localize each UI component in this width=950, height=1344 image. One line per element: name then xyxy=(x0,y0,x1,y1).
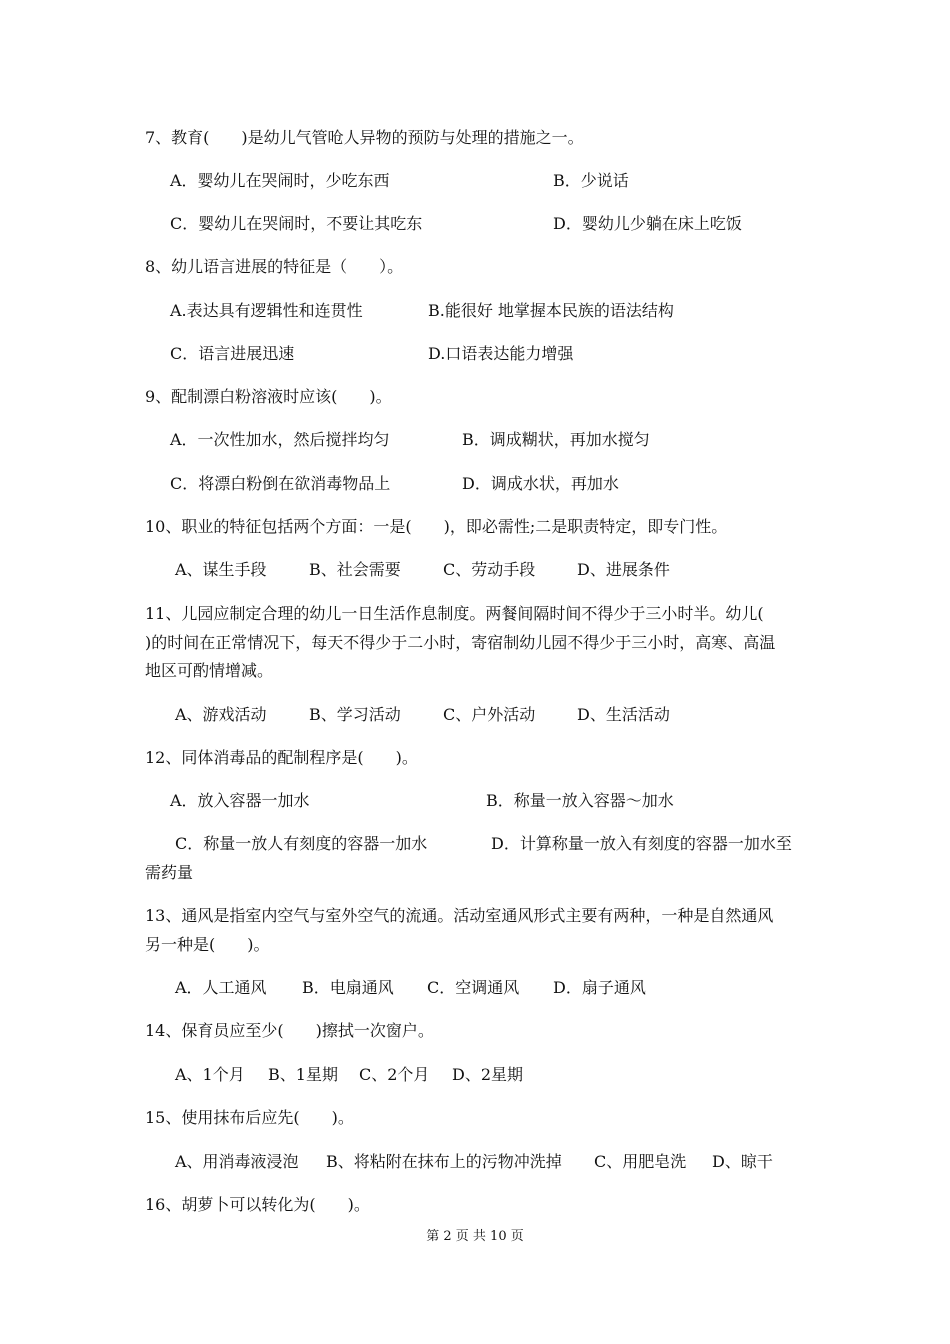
q14-option-d: D、2星期 xyxy=(452,1065,524,1084)
q10-option-c: C、劳动手段 xyxy=(443,560,536,579)
question-9-stem: 9、配制漂白粉溶液时应该( )。 xyxy=(145,387,392,406)
q9-option-b: B．调成糊状，再加水搅匀 xyxy=(462,430,650,449)
question-13-stem-line-1: 13、通风是指室内空气与室外空气的流通。活动室通风形式主要有两种，一种是自然通风 xyxy=(145,906,774,925)
question-8-stem: 8、幼儿语言进展的特征是（ ）。 xyxy=(145,257,404,276)
q14-option-b: B、1星期 xyxy=(268,1065,338,1084)
question-7-stem: 7、教育( )是幼儿气管呛人异物的预防与处理的措施之一。 xyxy=(145,128,584,147)
question-16-stem: 16、胡萝卜可以转化为( )。 xyxy=(145,1195,370,1214)
q7-option-c: C．婴幼儿在哭闹时，不要让其吃东 xyxy=(170,214,423,233)
q7-option-a: A．婴幼儿在哭闹时，少吃东西 xyxy=(170,171,390,190)
q12-option-d-continuation: 需药量 xyxy=(145,863,194,882)
q10-option-a: A、谋生手段 xyxy=(175,560,267,579)
question-13-stem-line-2: 另一种是( )。 xyxy=(145,935,270,954)
q13-option-b: B．电扇通风 xyxy=(302,978,394,997)
q14-option-a: A、1个月 xyxy=(175,1065,245,1084)
question-11-stem-line-1: 11、儿园应制定合理的幼儿一日生活作息制度。两餐间隔时间不得少于三小时半。幼儿( xyxy=(145,604,764,623)
question-11-stem-line-3: 地区可酌情增减。 xyxy=(145,661,274,680)
q13-option-a: A．人工通风 xyxy=(175,978,267,997)
q12-option-c: C．称量一放人有刻度的容器一加水 xyxy=(175,834,428,853)
q12-option-d: D．计算称量一放入有刻度的容器一加水至 xyxy=(491,834,792,853)
q15-option-b: B、将粘附在抹布上的污物冲洗掉 xyxy=(326,1152,562,1171)
q8-option-a: A.表达具有逻辑性和连贯性 xyxy=(170,301,363,320)
q7-option-d: D．婴幼儿少躺在床上吃饭 xyxy=(553,214,742,233)
q15-option-c: C、用肥皂洗 xyxy=(594,1152,687,1171)
q9-option-c: C．将漂白粉倒在欲消毒物品上 xyxy=(170,474,391,493)
question-10-stem: 10、职业的特征包括两个方面：一是( )，即必需性;二是职责特定，即专门性。 xyxy=(145,517,728,536)
q8-option-d: D.口语表达能力增强 xyxy=(428,344,574,363)
q15-option-a: A、用消毒液浸泡 xyxy=(175,1152,299,1171)
q8-option-b: B.能很好 地掌握本民族的语法结构 xyxy=(428,301,674,320)
q9-option-d: D．调成水状，再加水 xyxy=(462,474,619,493)
q12-option-b: B．称量一放入容器～加水 xyxy=(486,791,674,810)
q9-option-a: A．一次性加水，然后搅拌均匀 xyxy=(170,430,390,449)
question-11-stem-line-2: )的时间在正常情况下，每天不得少于二小时，寄宿制幼儿园不得少于三小时，高寒、高温 xyxy=(145,633,776,652)
page-number-footer: 第 2 页 共 10 页 xyxy=(426,1229,524,1244)
q11-option-c: C、户外活动 xyxy=(443,705,536,724)
q7-option-b: B．少说话 xyxy=(553,171,629,190)
question-15-stem: 15、使用抹布后应先( )。 xyxy=(145,1108,354,1127)
q11-option-a: A、游戏活动 xyxy=(175,705,267,724)
question-14-stem: 14、保育员应至少( )擦拭一次窗户。 xyxy=(145,1021,434,1040)
question-12-stem: 12、同体消毒品的配制程序是( )。 xyxy=(145,748,418,767)
q11-option-b: B、学习活动 xyxy=(309,705,401,724)
q10-option-b: B、社会需要 xyxy=(309,560,401,579)
q11-option-d: D、生活活动 xyxy=(577,705,670,724)
q12-option-a: A．放入容器一加水 xyxy=(170,791,310,810)
q15-option-d: D、晾干 xyxy=(712,1152,773,1171)
q13-option-c: C．空调通风 xyxy=(427,978,520,997)
q14-option-c: C、2个月 xyxy=(359,1065,430,1084)
q8-option-c: C．语言进展迅速 xyxy=(170,344,295,363)
q10-option-d: D、进展条件 xyxy=(577,560,670,579)
q13-option-d: D．扇子通风 xyxy=(553,978,646,997)
